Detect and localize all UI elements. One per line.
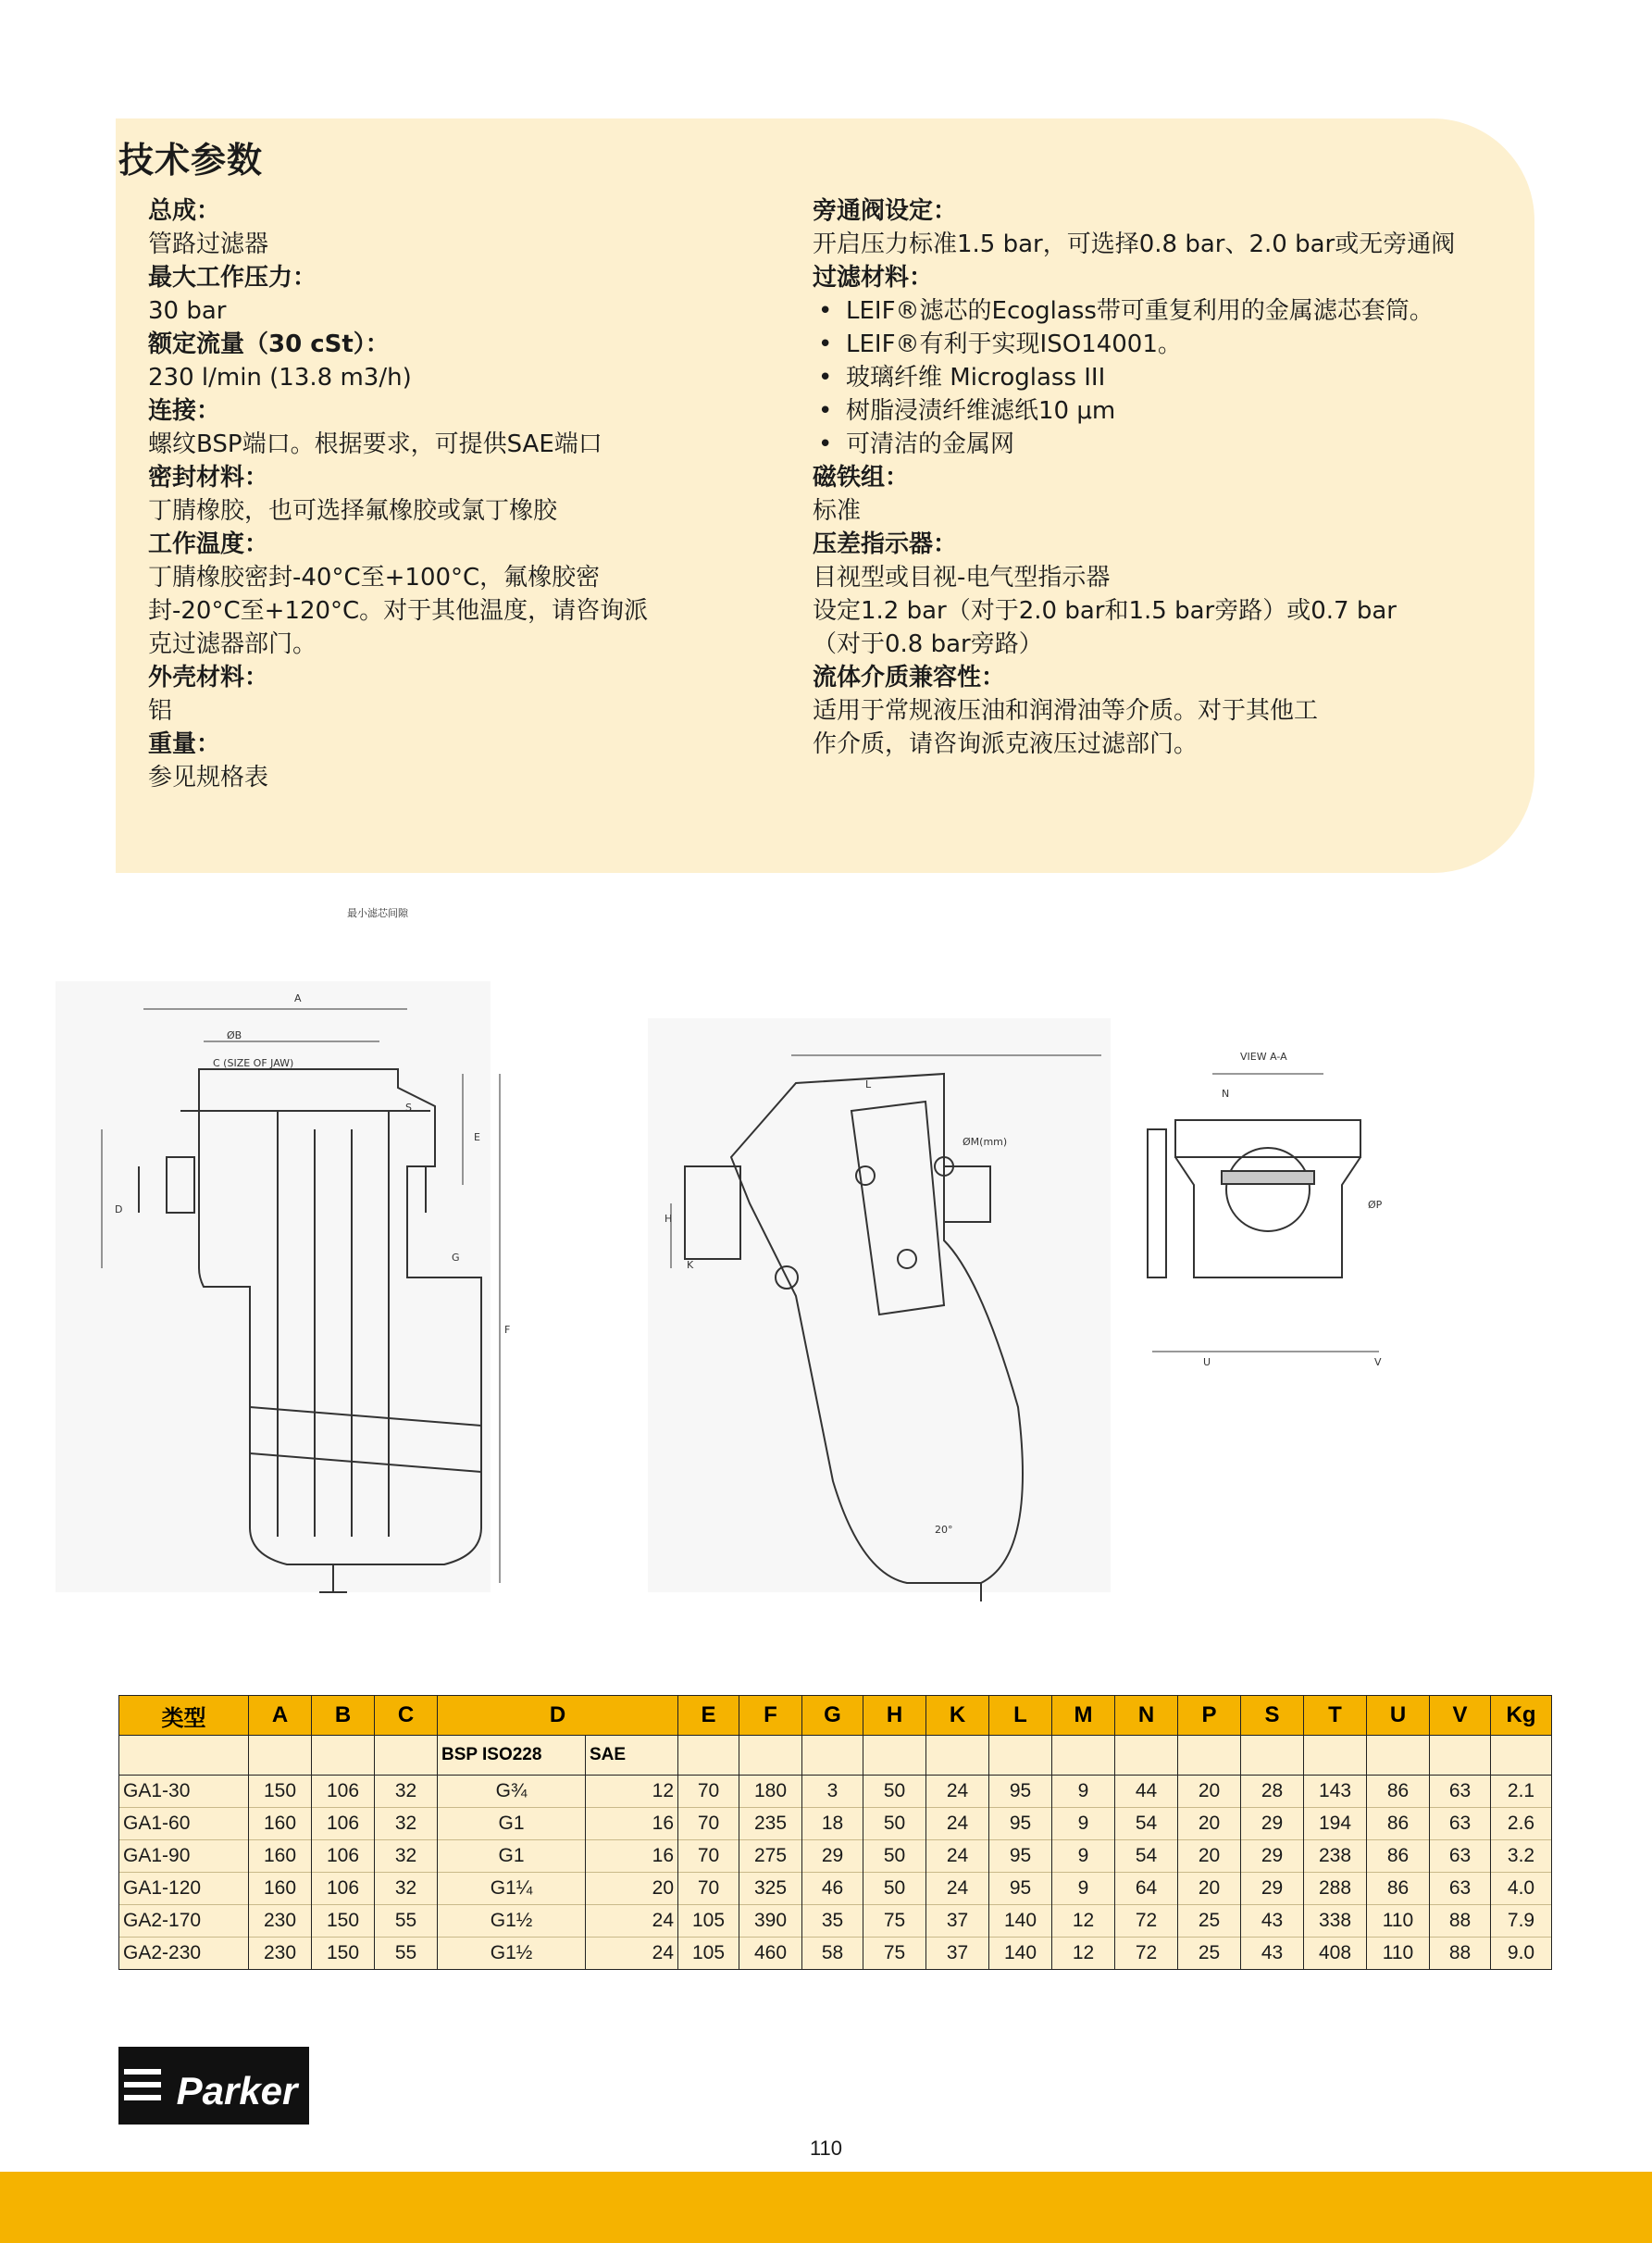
table-cell: 63 — [1430, 1840, 1491, 1873]
dim-label-b: ØB — [227, 1029, 242, 1041]
table-cell: G1½ — [438, 1938, 586, 1970]
dim-label-view: VIEW A-A — [1240, 1051, 1287, 1063]
table-subheader-empty — [1178, 1736, 1241, 1776]
table-cell: 16 — [586, 1840, 678, 1873]
table-header: 类型 — [119, 1696, 249, 1736]
table-cell: 390 — [739, 1905, 802, 1938]
table-cell: 29 — [1241, 1873, 1304, 1905]
table-cell: 70 — [678, 1840, 739, 1873]
spec-label: 工作温度： — [148, 530, 269, 558]
table-header: N — [1115, 1696, 1178, 1736]
table-row — [119, 1938, 1552, 1970]
table-cell: 50 — [863, 1840, 926, 1873]
spec-value: 设定1.2 bar（对于2.0 bar和1.5 bar旁路）或0.7 bar — [813, 597, 1397, 625]
table-cell: 20 — [1178, 1840, 1241, 1873]
spec-label: 磁铁组： — [813, 464, 910, 492]
table-subheader-empty — [375, 1736, 438, 1776]
table-cell: 24 — [586, 1938, 678, 1970]
spec-assembly — [148, 194, 722, 261]
spec-label: 过滤材料： — [813, 264, 934, 292]
table-cell: 54 — [1115, 1808, 1178, 1840]
model-cell: GA2-170 — [119, 1905, 249, 1938]
table-subheader-empty — [802, 1736, 863, 1776]
spec-value: 作介质，请咨询派克液压过滤部门。 — [813, 730, 1199, 758]
table-cell: 75 — [863, 1905, 926, 1938]
table-cell: 54 — [1115, 1840, 1178, 1873]
model-cell: GA1-90 — [119, 1840, 249, 1873]
table-row — [119, 1905, 1552, 1938]
dim-label-p: ØP — [1368, 1199, 1383, 1211]
table-cell: 4.0 — [1491, 1873, 1552, 1905]
right-spec-column — [813, 194, 1525, 761]
spec-value: 铝 — [148, 697, 173, 725]
table-cell: 238 — [1304, 1840, 1367, 1873]
table-header: E — [678, 1696, 739, 1736]
table-cell: 24 — [926, 1873, 989, 1905]
table-cell: 70 — [678, 1808, 739, 1840]
table-cell: 288 — [1304, 1873, 1367, 1905]
table-cell: 230 — [249, 1938, 312, 1970]
dim-label-g: G — [452, 1252, 460, 1264]
table-cell: 325 — [739, 1873, 802, 1905]
table-cell: 140 — [989, 1938, 1052, 1970]
spec-value: 丁腈橡胶，也可选择氟橡胶或氯丁橡胶 — [148, 497, 558, 525]
table-cell: 24 — [926, 1776, 989, 1808]
spec-value: 开启压力标准1.5 bar，可选择0.8 bar、2.0 bar或无旁通阀 — [813, 231, 1456, 258]
spec-label: 旁通阀设定： — [813, 197, 958, 225]
model-cell: GA1-120 — [119, 1873, 249, 1905]
section-title: 技术参数 — [118, 140, 264, 181]
table-cell: 106 — [312, 1808, 375, 1840]
spec-rated-flow — [148, 328, 722, 394]
table-cell: 105 — [678, 1905, 739, 1938]
table-cell: 55 — [375, 1938, 438, 1970]
table-cell: 3.2 — [1491, 1840, 1552, 1873]
table-subheader-empty — [739, 1736, 802, 1776]
table-cell: 20 — [1178, 1808, 1241, 1840]
spec-value: 30 bar — [148, 297, 227, 325]
table-cell: 12 — [1052, 1938, 1115, 1970]
table-cell: 9 — [1052, 1840, 1115, 1873]
table-cell: 63 — [1430, 1873, 1491, 1905]
dim-label-l: L — [865, 1078, 872, 1090]
model-cell: GA2-230 — [119, 1938, 249, 1970]
table-subheader-empty — [926, 1736, 989, 1776]
dim-label-e: E — [474, 1131, 480, 1143]
table-cell: 160 — [249, 1840, 312, 1873]
dim-label-n: N — [1222, 1088, 1230, 1100]
table-cell: 29 — [1241, 1840, 1304, 1873]
table-cell: 338 — [1304, 1905, 1367, 1938]
table-cell: 9.0 — [1491, 1938, 1552, 1970]
table-header-row — [119, 1696, 1552, 1736]
spec-value: 管路过滤器 — [148, 231, 269, 258]
table-cell: 150 — [249, 1776, 312, 1808]
table-cell: 86 — [1367, 1808, 1430, 1840]
table-subheader-empty — [1491, 1736, 1552, 1776]
table-cell: 235 — [739, 1808, 802, 1840]
table-cell: 43 — [1241, 1905, 1304, 1938]
filter-material-list — [813, 294, 1525, 461]
table-cell: 44 — [1115, 1776, 1178, 1808]
table-header: H — [863, 1696, 926, 1736]
table-cell: 32 — [375, 1873, 438, 1905]
spec-value: 参见规格表 — [148, 764, 269, 791]
table-cell: G¾ — [438, 1776, 586, 1808]
spec-label: 压差指示器： — [813, 530, 958, 558]
spec-connection — [148, 394, 722, 461]
table-cell: 63 — [1430, 1808, 1491, 1840]
table-cell: G1 — [438, 1840, 586, 1873]
spec-filter-material — [813, 261, 1525, 461]
table-row — [119, 1808, 1552, 1840]
spec-value: 螺纹BSP端口。根据要求，可提供SAE端口 — [148, 430, 602, 458]
table-cell: G1¼ — [438, 1873, 586, 1905]
spec-label: 重量： — [148, 730, 221, 758]
table-cell: 194 — [1304, 1808, 1367, 1840]
table-cell: 43 — [1241, 1938, 1304, 1970]
table-cell: 55 — [375, 1905, 438, 1938]
table-subheader-sae: SAE — [586, 1736, 678, 1776]
spec-value: 目视型或目视-电气型指示器 — [813, 564, 1111, 592]
dim-label-d: D — [115, 1203, 123, 1215]
spec-label: 密封材料： — [148, 464, 269, 492]
spec-magnet — [813, 461, 1525, 528]
table-row — [119, 1840, 1552, 1873]
spec-indicator — [813, 528, 1525, 661]
dim-label-k: K — [687, 1259, 694, 1271]
table-cell: 95 — [989, 1840, 1052, 1873]
dim-label-s: S — [405, 1102, 412, 1114]
table-cell: 9 — [1052, 1808, 1115, 1840]
table-header: G — [802, 1696, 863, 1736]
table-cell: 2.6 — [1491, 1808, 1552, 1840]
drawings-svg — [0, 889, 1652, 1611]
table-subheader-empty — [678, 1736, 739, 1776]
table-cell: 160 — [249, 1808, 312, 1840]
table-cell: 95 — [989, 1873, 1052, 1905]
table-cell: 110 — [1367, 1938, 1430, 1970]
table-cell: 106 — [312, 1873, 375, 1905]
table-subheader-empty — [863, 1736, 926, 1776]
table-cell: 86 — [1367, 1840, 1430, 1873]
list-item: • 玻璃纤维 Microglass III — [813, 361, 1525, 394]
table-cell: 86 — [1367, 1776, 1430, 1808]
spec-label: 最大工作压力： — [148, 264, 317, 292]
spec-label: 流体介质兼容性： — [813, 664, 1006, 692]
table-cell: 95 — [989, 1808, 1052, 1840]
table-header: B — [312, 1696, 375, 1736]
table-cell: 70 — [678, 1873, 739, 1905]
table-subheader-empty — [1367, 1736, 1430, 1776]
table-cell: 95 — [989, 1776, 1052, 1808]
table-cell: 37 — [926, 1905, 989, 1938]
table-cell: 275 — [739, 1840, 802, 1873]
table-cell: 24 — [926, 1808, 989, 1840]
spec-value: （对于0.8 bar旁路） — [813, 630, 1043, 658]
spec-housing-material — [148, 661, 722, 728]
table-cell: 3 — [802, 1776, 863, 1808]
dim-label-a: A — [294, 992, 302, 1004]
list-item-continuation — [813, 328, 1525, 361]
table-cell: 29 — [802, 1840, 863, 1873]
technical-drawings — [0, 889, 1652, 1611]
table-cell: 230 — [249, 1905, 312, 1938]
list-item-text: LEIF®有利于实现ISO14001。 — [846, 330, 1182, 358]
table-header: P — [1178, 1696, 1241, 1736]
table-subheader-empty — [1052, 1736, 1115, 1776]
table-cell: 9 — [1052, 1776, 1115, 1808]
specification-table — [118, 1695, 1552, 1970]
spec-value: 丁腈橡胶密封-40°C至+100°C，氟橡胶密 — [148, 564, 601, 592]
table-cell: 20 — [1178, 1776, 1241, 1808]
list-item: • 树脂浸渍纤维滤纸10 μm — [813, 394, 1525, 428]
table-header: T — [1304, 1696, 1367, 1736]
table-cell: 106 — [312, 1776, 375, 1808]
table-cell: 24 — [926, 1840, 989, 1873]
spec-seal-material — [148, 461, 722, 528]
table-cell: 160 — [249, 1873, 312, 1905]
table-header: C — [375, 1696, 438, 1736]
table-header: D — [438, 1696, 678, 1736]
logo-wordmark: Parker — [176, 2069, 298, 2112]
spec-value: 标准 — [813, 497, 862, 525]
table-subheader-empty — [249, 1736, 312, 1776]
table-cell: 50 — [863, 1776, 926, 1808]
table-cell: 32 — [375, 1776, 438, 1808]
table-cell: 20 — [586, 1873, 678, 1905]
table-cell: 140 — [989, 1905, 1052, 1938]
spec-max-pressure — [148, 261, 722, 328]
dim-label-v: V — [1374, 1356, 1382, 1368]
spec-label: 额定流量（30 cSt）： — [148, 330, 390, 358]
table-cell: 50 — [863, 1873, 926, 1905]
table-cell: 2.1 — [1491, 1776, 1552, 1808]
table-header: F — [739, 1696, 802, 1736]
spec-value: 适用于常规液压油和润滑油等介质。对于其他工 — [813, 697, 1319, 725]
table-cell: 105 — [678, 1938, 739, 1970]
table-cell: 12 — [586, 1776, 678, 1808]
left-spec-column — [148, 194, 722, 794]
table-cell: 150 — [312, 1905, 375, 1938]
table-subheader-row — [119, 1736, 1552, 1776]
table-cell: 75 — [863, 1938, 926, 1970]
table-subheader-empty — [989, 1736, 1052, 1776]
table-cell: 460 — [739, 1938, 802, 1970]
table-header: V — [1430, 1696, 1491, 1736]
table-cell: 35 — [802, 1905, 863, 1938]
spec-bypass — [813, 194, 1525, 261]
dim-label-u: U — [1203, 1356, 1211, 1368]
table-cell: 143 — [1304, 1776, 1367, 1808]
dim-label-min-element: 最小滤芯间隙 — [347, 907, 408, 919]
list-item: • LEIF®滤芯的Ecoglass带可重复利用的金属滤芯套筒。 — [813, 294, 1525, 328]
table-cell: 88 — [1430, 1905, 1491, 1938]
table-subheader-empty — [312, 1736, 375, 1776]
table-subheader-empty — [1304, 1736, 1367, 1776]
table-cell: 72 — [1115, 1938, 1178, 1970]
table-cell: 20 — [1178, 1873, 1241, 1905]
parker-logo — [118, 2047, 309, 2125]
table-subheader-empty — [1241, 1736, 1304, 1776]
table-subheader-empty — [1115, 1736, 1178, 1776]
spec-value: 230 l/min (13.8 m3/h) — [148, 364, 412, 392]
spec-value: 克过滤器部门。 — [148, 630, 317, 658]
table-cell: 86 — [1367, 1873, 1430, 1905]
table-body — [119, 1776, 1552, 1970]
table-subheader-bsp: BSP ISO228 — [438, 1736, 586, 1776]
table-cell: 25 — [1178, 1905, 1241, 1938]
table-cell: 18 — [802, 1808, 863, 1840]
spec-label: 外壳材料： — [148, 664, 269, 692]
table-cell: 37 — [926, 1938, 989, 1970]
table-header: A — [249, 1696, 312, 1736]
table-cell: G1 — [438, 1808, 586, 1840]
table-cell: 24 — [586, 1905, 678, 1938]
table-cell: 9 — [1052, 1873, 1115, 1905]
spec-label: 总成： — [148, 197, 221, 225]
table-cell: 32 — [375, 1808, 438, 1840]
table-header: U — [1367, 1696, 1430, 1736]
table-cell: 63 — [1430, 1776, 1491, 1808]
dim-label-m: ØM(mm) — [963, 1136, 1008, 1148]
dim-label-angle: 20° — [935, 1524, 953, 1536]
table-cell: 7.9 — [1491, 1905, 1552, 1938]
model-cell: GA1-60 — [119, 1808, 249, 1840]
table-cell: 180 — [739, 1776, 802, 1808]
table-cell: 64 — [1115, 1873, 1178, 1905]
dim-label-h: H — [665, 1213, 673, 1225]
spec-weight — [148, 728, 722, 794]
table-cell: 12 — [1052, 1905, 1115, 1938]
spec-temperature — [148, 528, 722, 661]
table-header: Kg — [1491, 1696, 1552, 1736]
table-cell: 150 — [312, 1938, 375, 1970]
table-cell: 72 — [1115, 1905, 1178, 1938]
table-header: L — [989, 1696, 1052, 1736]
dim-label-f: F — [504, 1324, 511, 1336]
table-header: M — [1052, 1696, 1115, 1736]
table-row — [119, 1873, 1552, 1905]
drawing-view-a-a — [1148, 1074, 1379, 1352]
footer-bar — [0, 2172, 1652, 2243]
table-header: S — [1241, 1696, 1304, 1736]
spec-value: 封-20°C至+120°C。对于其他温度，请咨询派 — [148, 597, 649, 625]
table-cell: 28 — [1241, 1776, 1304, 1808]
table-row — [119, 1776, 1552, 1808]
table-cell: 50 — [863, 1808, 926, 1840]
table-header: K — [926, 1696, 989, 1736]
table-cell: 32 — [375, 1840, 438, 1873]
table-cell: 408 — [1304, 1938, 1367, 1970]
table-cell: G1½ — [438, 1905, 586, 1938]
list-item: • 可清洁的金属网 — [813, 428, 1525, 461]
spec-fluid-compatibility — [813, 661, 1525, 761]
spec-label: 连接： — [148, 397, 221, 425]
table-subheader-empty — [1430, 1736, 1491, 1776]
page-number: 110 — [809, 2137, 843, 2160]
table-subheader-empty — [119, 1736, 249, 1776]
dim-label-c: C (SIZE OF JAW) — [213, 1057, 294, 1069]
table-cell: 106 — [312, 1840, 375, 1873]
table-cell: 25 — [1178, 1938, 1241, 1970]
table-cell: 88 — [1430, 1938, 1491, 1970]
table-cell: 70 — [678, 1776, 739, 1808]
model-cell: GA1-30 — [119, 1776, 249, 1808]
table-cell: 16 — [586, 1808, 678, 1840]
table-cell: 110 — [1367, 1905, 1430, 1938]
table-cell: 58 — [802, 1938, 863, 1970]
table-cell: 29 — [1241, 1808, 1304, 1840]
table-cell: 46 — [802, 1873, 863, 1905]
